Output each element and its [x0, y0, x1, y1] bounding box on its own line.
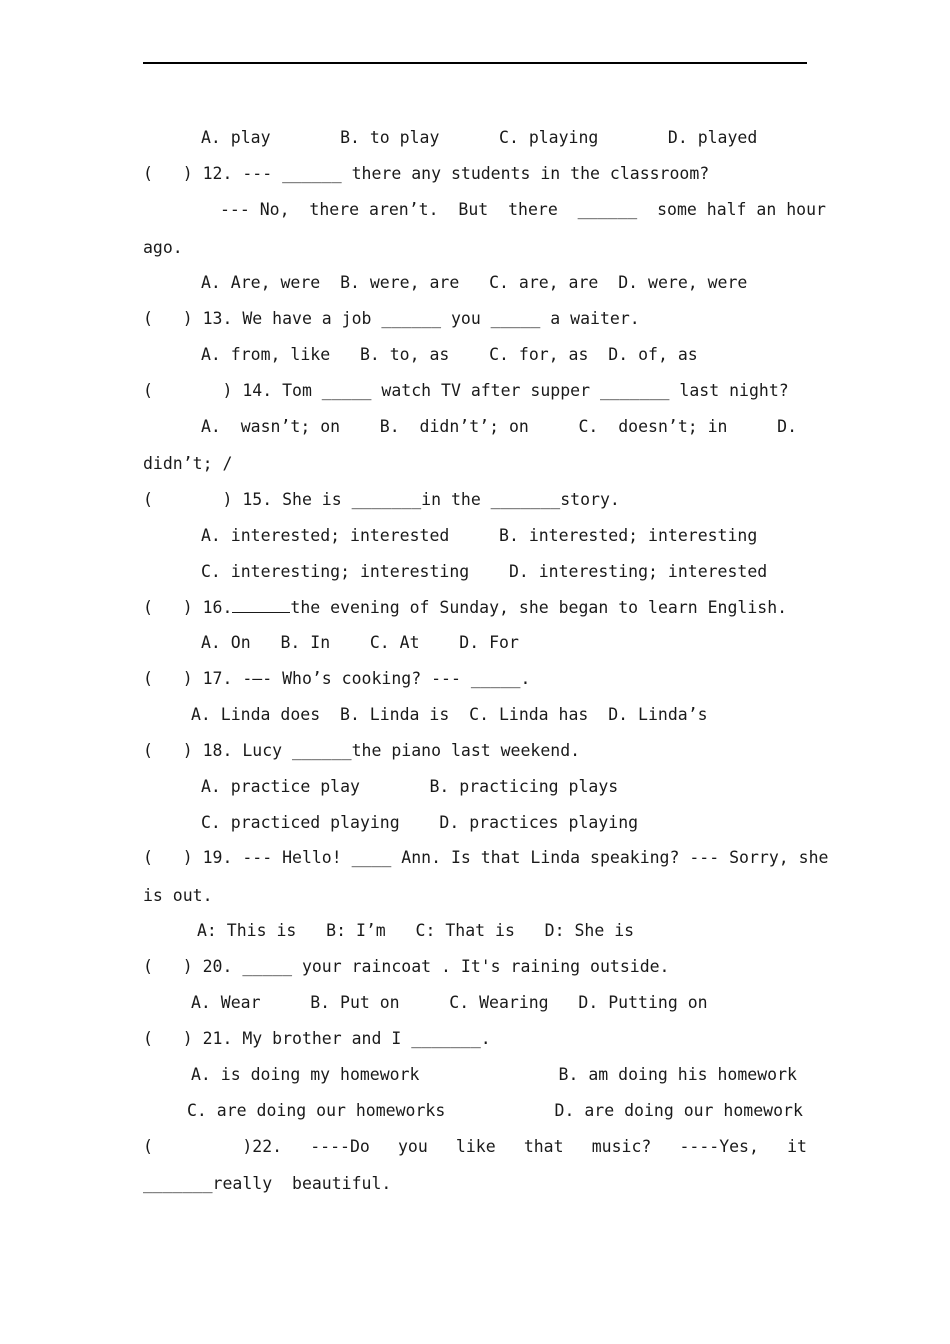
q15-options-cd: C. interesting; interesting D. interesting; interested: [201, 562, 768, 581]
q22-word: that: [523, 1137, 564, 1156]
header-rule: [143, 62, 807, 64]
q12-options: A. Are, were B. were, are C. are, are D. were, were: [201, 273, 748, 292]
q16-number: ( ) 16.: [143, 598, 233, 617]
q12-question: ( ) 12. --- ______ there any students in the classroom?: [143, 164, 710, 183]
q12-reply-continued: ago.: [143, 238, 183, 257]
q19-question-continued: is out.: [143, 886, 213, 905]
q21-options-ab: A. is doing my homework B. am doing his homework: [191, 1065, 797, 1084]
q16-question: [143, 597, 787, 618]
q18-options-cd: C. practiced playing D. practices playing: [201, 813, 639, 832]
q22-word: like: [455, 1137, 496, 1156]
q16-options: A. On B. In C. At D. For: [201, 633, 519, 652]
q13-question: ( ) 13. We have a job ______ you _____ a waiter.: [143, 309, 640, 328]
q14-options-continued: didn’t; /: [143, 454, 233, 473]
q22-word: it: [787, 1137, 807, 1156]
q22-word: ( )22.: [143, 1137, 283, 1156]
q18-options-ab: A. practice play B. practicing plays: [201, 777, 619, 796]
q22-word: ----Yes,: [679, 1137, 759, 1156]
q21-question: ( ) 21. My brother and I _______.: [143, 1029, 491, 1048]
q17-options: A. Linda does B. Linda is C. Linda has D. Linda’s: [191, 705, 708, 724]
q12-reply: --- No, there aren’t. But there ______ some half an hour: [220, 200, 826, 219]
q22-word: ----Do: [310, 1137, 370, 1156]
q22-question-continued: _______really beautiful.: [143, 1174, 392, 1193]
q21-options-cd: C. are doing our homeworks D. are doing our homework: [187, 1101, 803, 1120]
q11-options: A. play B. to play C. playing D. played: [201, 128, 758, 147]
q18-question: ( ) 18. Lucy ______the piano last weekend.: [143, 741, 581, 760]
q16-blank: [232, 597, 290, 613]
q22-word: music?: [591, 1137, 652, 1156]
q15-question: ( ) 15. She is _______in the _______story.: [143, 490, 620, 509]
q19-options: A: This is B: I’m C: That is D: She is: [197, 921, 635, 940]
q17-question: ( ) 17. -–- Who’s cooking? --- _____.: [143, 669, 531, 688]
q15-options-ab: A. interested; interested B. interested; interesting: [201, 526, 758, 545]
q19-question: ( ) 19. --- Hello! ____ Ann. Is that Linda speaking? --- Sorry, she: [143, 848, 829, 867]
q20-question: ( ) 20. _____ your raincoat . It's raining outside.: [143, 957, 670, 976]
q14-question: ( ) 14. Tom _____ watch TV after supper _______ last night?: [143, 381, 789, 400]
q20-options: A. Wear B. Put on C. Wearing D. Putting on: [191, 993, 708, 1012]
q13-options: A. from, like B. to, as C. for, as D. of, as: [201, 345, 698, 364]
q22-word: you: [397, 1137, 428, 1156]
q14-options: A. wasn’t; on B. didn’t’; on C. doesn’t; in D.: [201, 417, 798, 436]
q22-question: [143, 1137, 807, 1157]
q16-text: the evening of Sunday, she began to learn English.: [290, 598, 788, 617]
